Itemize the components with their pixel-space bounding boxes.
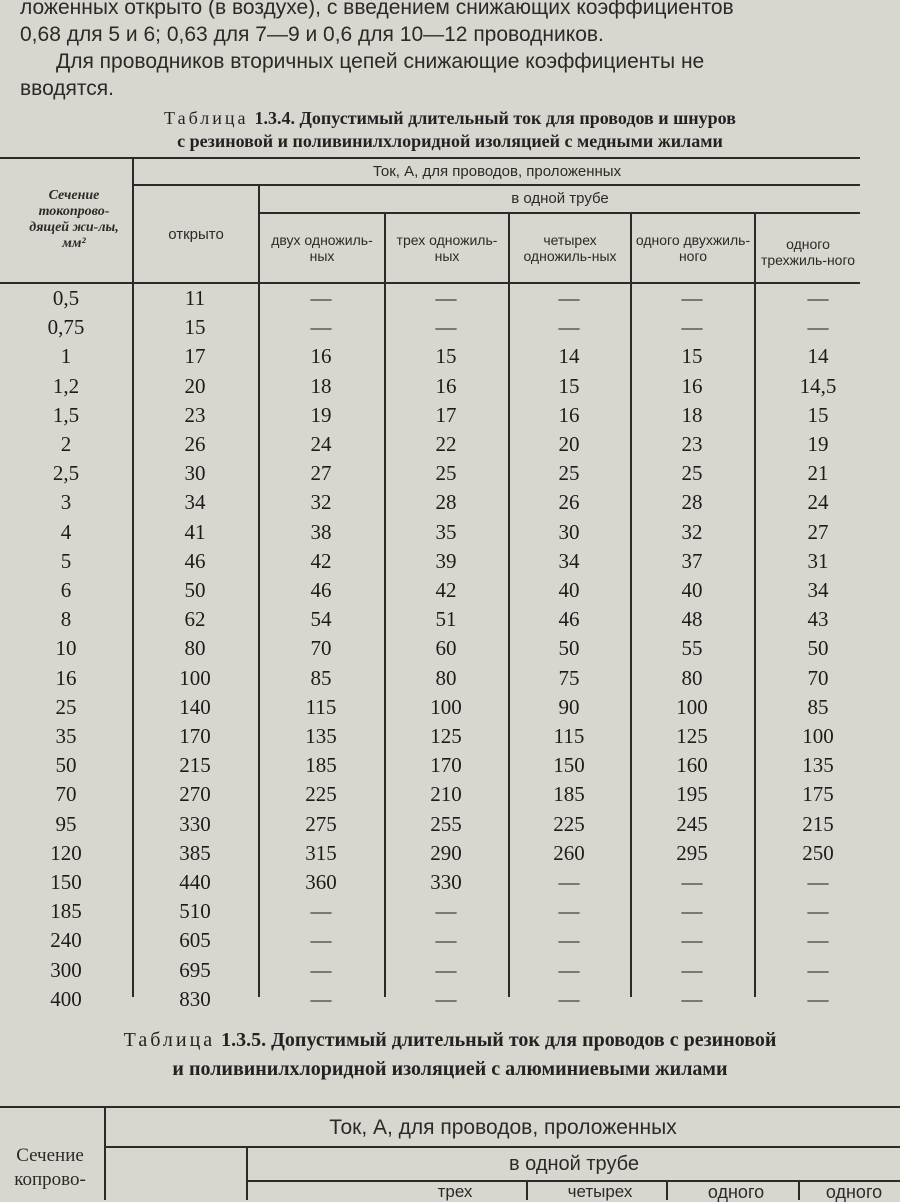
cell-section: 1,2 xyxy=(52,373,80,398)
cell-current: 295 xyxy=(676,840,708,865)
cell-current: 315 xyxy=(305,840,337,865)
cell-current: 23 xyxy=(184,402,206,427)
cell-current: — xyxy=(435,286,457,310)
intro-line-3: Для проводников вторичных цепей снижающие коэффициенты не xyxy=(56,50,705,73)
t135-header-one-a: одного xyxy=(707,1182,765,1202)
cell-current: — xyxy=(310,986,332,1011)
header-rule-pipe xyxy=(258,212,860,214)
cell-current: 27 xyxy=(310,461,332,486)
cell-current: 50 xyxy=(558,636,580,661)
cell-current: 16 xyxy=(310,344,332,369)
table-row xyxy=(0,692,900,722)
cell-current: 25 xyxy=(558,461,580,486)
table-135-label: Таблица xyxy=(123,1029,216,1051)
cell-current: 225 xyxy=(305,782,337,807)
t135-col-divider-4 xyxy=(666,1180,668,1200)
cell-section: 240 xyxy=(50,928,82,953)
cell-current: 34 xyxy=(558,548,580,573)
cell-current: — xyxy=(558,986,580,1011)
cell-section: 0,75 xyxy=(47,315,85,340)
cell-current: 35 xyxy=(435,519,457,544)
cell-current: 16 xyxy=(681,373,703,398)
cell-current: 270 xyxy=(179,782,211,807)
table-row xyxy=(0,517,900,547)
cell-current: 32 xyxy=(681,519,703,544)
cell-current: 24 xyxy=(807,490,829,515)
cell-current: 440 xyxy=(179,870,211,894)
cell-current: — xyxy=(681,899,703,924)
table-row xyxy=(0,371,900,401)
cell-section: 3 xyxy=(60,490,72,515)
cell-current: 28 xyxy=(435,490,457,515)
table-row xyxy=(0,925,900,955)
cell-current: 26 xyxy=(184,432,206,456)
cell-current: 34 xyxy=(184,490,206,515)
cell-current: 100 xyxy=(676,694,708,719)
cell-current: 260 xyxy=(553,840,585,865)
cell-current: 100 xyxy=(802,724,834,748)
header-one-three-core: одного трехжиль-ного xyxy=(760,236,856,268)
intro-text xyxy=(20,0,890,102)
cell-current: 90 xyxy=(558,694,580,719)
cell-current: — xyxy=(681,870,703,894)
cell-current: 140 xyxy=(179,694,211,719)
cell-section: 5 xyxy=(60,548,72,573)
cell-section: 16 xyxy=(55,665,77,690)
cell-current: 125 xyxy=(676,724,708,748)
table-row xyxy=(0,458,900,488)
cell-current: 32 xyxy=(310,490,332,515)
cell-current: 135 xyxy=(802,753,834,778)
t135-header-section: Сечение копрово- xyxy=(14,1145,86,1190)
cell-section: 8 xyxy=(60,607,72,632)
table-135-caption-line-1: 1.3.5. Допустимый длительный ток для проводов с резиновой xyxy=(221,1029,777,1051)
cell-current: 210 xyxy=(430,782,462,807)
cell-current: 31 xyxy=(807,548,829,573)
cell-section: 400 xyxy=(50,986,82,1011)
cell-current: 20 xyxy=(184,373,206,398)
intro-line-2: 0,68 для 5 и 6; 0,63 для 7—9 и 0,6 для 10—12 проводников. xyxy=(20,23,604,46)
cell-current: 48 xyxy=(681,607,703,632)
cell-section: 185 xyxy=(50,899,82,924)
cell-current: 23 xyxy=(681,432,703,456)
cell-section: 10 xyxy=(55,636,77,661)
cell-current: 25 xyxy=(435,461,457,486)
cell-current: 80 xyxy=(435,665,457,690)
cell-current: 41 xyxy=(184,519,206,544)
t135-col-divider-5 xyxy=(798,1180,800,1200)
cell-current: 38 xyxy=(310,519,332,544)
table-row xyxy=(0,779,900,809)
cell-current: 18 xyxy=(681,402,703,427)
cell-current: 11 xyxy=(184,286,206,310)
cell-current: 40 xyxy=(681,578,703,602)
cell-current: 215 xyxy=(179,753,211,778)
cell-section: 35 xyxy=(55,724,77,748)
cell-current: — xyxy=(681,286,703,310)
cell-current: 185 xyxy=(305,753,337,778)
cell-current: 150 xyxy=(553,753,585,778)
cell-current: — xyxy=(681,315,703,340)
cell-current: — xyxy=(807,899,829,924)
cell-current: — xyxy=(435,315,457,340)
cell-current: 85 xyxy=(807,694,829,719)
cell-current: 170 xyxy=(179,724,211,748)
table-row xyxy=(0,341,900,371)
cell-current: 175 xyxy=(802,782,834,807)
cell-current: — xyxy=(310,315,332,340)
cell-current: 290 xyxy=(430,840,462,865)
header-current: Ток, А, для проводов, проложенных xyxy=(372,163,622,180)
cell-current: 14 xyxy=(558,344,580,369)
cell-current: 30 xyxy=(558,519,580,544)
cell-current: 70 xyxy=(807,665,829,690)
cell-section: 70 xyxy=(55,782,77,807)
cell-section: 2,5 xyxy=(52,461,80,486)
header-top-rule xyxy=(0,157,860,159)
cell-current: — xyxy=(558,928,580,953)
cell-current: 39 xyxy=(435,548,457,573)
cell-section: 300 xyxy=(50,957,82,982)
cell-current: 80 xyxy=(681,665,703,690)
cell-current: 54 xyxy=(310,607,332,632)
t135-header-in-pipe: в одной трубе xyxy=(508,1153,640,1175)
cell-current: 135 xyxy=(305,724,337,748)
cell-current: 75 xyxy=(558,665,580,690)
cell-current: 195 xyxy=(676,782,708,807)
cell-current: 26 xyxy=(558,490,580,515)
cell-current: 695 xyxy=(179,957,211,982)
cell-current: 62 xyxy=(184,607,206,632)
cell-current: 255 xyxy=(430,811,462,836)
cell-current: 170 xyxy=(430,753,462,778)
cell-current: 15 xyxy=(435,344,457,369)
cell-current: 85 xyxy=(310,665,332,690)
table-row xyxy=(0,663,900,693)
cell-current: 360 xyxy=(305,870,337,894)
t135-header-three: трех xyxy=(437,1182,473,1201)
cell-current: — xyxy=(435,899,457,924)
table-row xyxy=(0,283,900,313)
table-row xyxy=(0,312,900,342)
cell-current: 115 xyxy=(305,694,337,719)
table-135-caption-line-2: и поливинилхлоридной изоляцией с алюминиевыми жилами xyxy=(172,1058,728,1080)
cell-current: 21 xyxy=(807,461,829,486)
cell-current: — xyxy=(310,899,332,924)
cell-current: — xyxy=(558,957,580,982)
cell-current: — xyxy=(807,986,829,1011)
cell-current: — xyxy=(310,286,332,310)
cell-current: 30 xyxy=(184,461,206,486)
cell-current: 160 xyxy=(676,753,708,778)
t135-header-current: Ток, А, для проводов, проложенных xyxy=(329,1116,677,1139)
intro-line-1: ложенных открыто (в воздухе), с введением снижающих коэффициентов xyxy=(20,0,734,19)
cell-current: 50 xyxy=(184,578,206,602)
table-134-label: Таблица xyxy=(164,108,249,128)
cell-current: 830 xyxy=(179,986,211,1011)
cell-section: 120 xyxy=(50,840,82,865)
cell-current: 19 xyxy=(310,402,332,427)
cell-section: 0,5 xyxy=(52,286,80,310)
header-open: открыто xyxy=(168,226,224,243)
cell-current: 16 xyxy=(435,373,457,398)
table-row xyxy=(0,984,900,1014)
cell-current: 100 xyxy=(430,694,462,719)
t135-col-divider-3 xyxy=(526,1180,528,1200)
table-134-caption-line-2: с резиновой и поливинилхлоридной изоляцией с медными жилами xyxy=(177,131,723,151)
cell-current: 46 xyxy=(310,578,332,602)
cell-current: 19 xyxy=(807,432,829,456)
cell-current: 43 xyxy=(807,607,829,632)
cell-current: 70 xyxy=(310,636,332,661)
cell-current: 330 xyxy=(430,870,462,894)
cell-current: 46 xyxy=(558,607,580,632)
cell-current: 15 xyxy=(184,315,206,340)
cell-current: — xyxy=(681,928,703,953)
cell-current: — xyxy=(310,928,332,953)
cell-current: 27 xyxy=(807,519,829,544)
cell-current: 125 xyxy=(430,724,462,748)
table-row xyxy=(0,809,900,839)
cell-current: 51 xyxy=(435,607,457,632)
cell-current: — xyxy=(681,957,703,982)
cell-current: — xyxy=(435,986,457,1011)
cell-section: 50 xyxy=(55,753,77,778)
cell-current: 15 xyxy=(681,344,703,369)
cell-current: 275 xyxy=(305,811,337,836)
header-section: Сечение токопрово-дящей жи-лы, мм² xyxy=(29,188,119,251)
cell-current: 80 xyxy=(184,636,206,661)
cell-current: 330 xyxy=(179,811,211,836)
t135-header-four: четырех xyxy=(567,1182,633,1201)
table-135-caption xyxy=(0,1028,900,1052)
cell-current: 385 xyxy=(179,840,211,865)
table-row xyxy=(0,955,900,985)
cell-section: 150 xyxy=(50,870,82,894)
cell-current: — xyxy=(807,315,829,340)
cell-current: — xyxy=(807,957,829,982)
cell-current: 46 xyxy=(184,548,206,573)
cell-current: — xyxy=(435,928,457,953)
t135-top-rule xyxy=(0,1106,900,1108)
table-row xyxy=(0,429,900,459)
table-row xyxy=(0,487,900,517)
table-row xyxy=(0,867,900,897)
cell-section: 4 xyxy=(60,519,72,544)
cell-current: — xyxy=(807,286,829,310)
cell-current: — xyxy=(807,928,829,953)
cell-current: 245 xyxy=(676,811,708,836)
cell-current: 37 xyxy=(681,548,703,573)
table-row xyxy=(0,838,900,868)
table-row xyxy=(0,546,900,576)
table-134-caption xyxy=(0,108,900,129)
table-row xyxy=(0,721,900,751)
table-134-caption-2 xyxy=(0,131,900,152)
cell-current: 15 xyxy=(558,373,580,398)
table-row xyxy=(0,575,900,605)
table-row xyxy=(0,400,900,430)
table-row xyxy=(0,604,900,634)
cell-current: 17 xyxy=(435,402,457,427)
cell-current: 17 xyxy=(184,344,206,369)
cell-current: — xyxy=(558,315,580,340)
table-135-caption-2 xyxy=(0,1057,900,1081)
cell-current: 28 xyxy=(681,490,703,515)
cell-current: — xyxy=(681,986,703,1011)
table-134-caption-line-1: 1.3.4. Допустимый длительный ток для проводов и шнуров xyxy=(254,108,736,128)
cell-current: 22 xyxy=(435,432,457,456)
cell-current: 225 xyxy=(553,811,585,836)
cell-section: 1 xyxy=(60,344,72,369)
cell-current: 185 xyxy=(553,782,585,807)
cell-current: 42 xyxy=(310,548,332,573)
cell-section: 25 xyxy=(55,694,77,719)
cell-current: 50 xyxy=(807,636,829,661)
cell-current: — xyxy=(558,286,580,310)
table-row xyxy=(0,750,900,780)
cell-section: 1,5 xyxy=(52,402,80,427)
cell-section: 95 xyxy=(55,811,77,836)
cell-current: — xyxy=(435,957,457,982)
intro-line-4: вводятся. xyxy=(20,77,115,100)
cell-current: 34 xyxy=(807,578,829,602)
cell-current: 100 xyxy=(179,665,211,690)
cell-current: 24 xyxy=(310,432,332,456)
header-in-pipe: в одной трубе xyxy=(511,190,609,207)
cell-current: 18 xyxy=(310,373,332,398)
cell-current: 510 xyxy=(179,899,211,924)
cell-current: 14 xyxy=(807,344,829,369)
cell-current: 215 xyxy=(802,811,834,836)
cell-current: 55 xyxy=(681,636,703,661)
cell-section: 2 xyxy=(60,432,72,456)
cell-current: 20 xyxy=(558,432,580,456)
cell-current: — xyxy=(310,957,332,982)
cell-current: — xyxy=(558,899,580,924)
cell-current: — xyxy=(558,870,580,894)
cell-current: 42 xyxy=(435,578,457,602)
cell-current: 25 xyxy=(681,461,703,486)
t135-header-one-b: одного xyxy=(825,1182,883,1202)
header-one-two-core: одного двухжиль-ного xyxy=(635,232,751,264)
header-three-single: трех одножиль-ных xyxy=(396,232,498,264)
table-row xyxy=(0,633,900,663)
header-two-single: двух одножиль-ных xyxy=(271,232,373,264)
cell-current: 60 xyxy=(435,636,457,661)
cell-current: — xyxy=(807,870,829,894)
cell-section: 6 xyxy=(60,578,72,602)
cell-current: 40 xyxy=(558,578,580,602)
table-row xyxy=(0,896,900,926)
cell-current: 15 xyxy=(807,402,829,427)
cell-current: 16 xyxy=(558,402,580,427)
cell-current: 250 xyxy=(802,840,834,865)
cell-current: 605 xyxy=(179,928,211,953)
cell-current: 14,5 xyxy=(799,373,837,398)
cell-current: 115 xyxy=(553,724,585,748)
header-four-single: четырех одножиль-ных xyxy=(523,232,617,264)
